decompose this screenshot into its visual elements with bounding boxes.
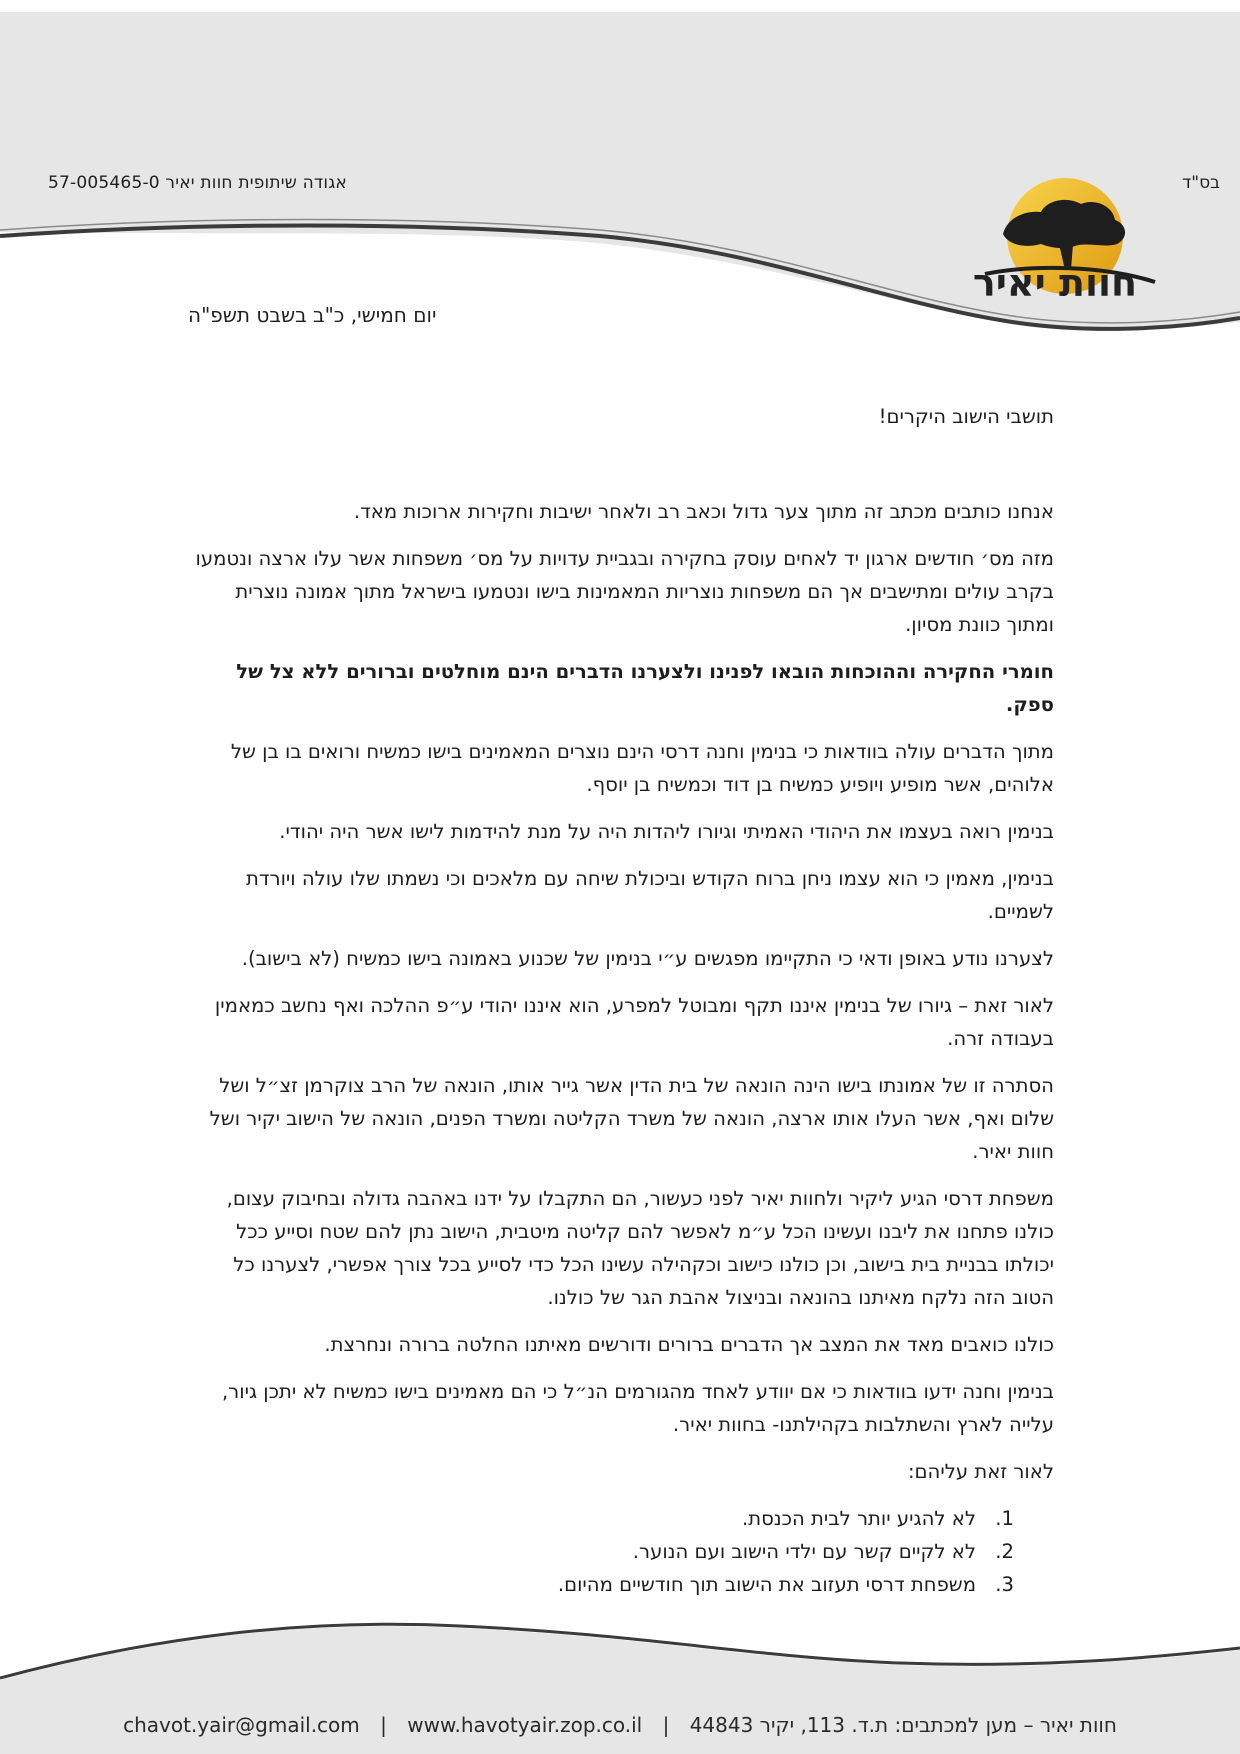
list-item-text: לא לקיים קשר עם ילדי הישוב ועם הנוער. [632,1540,976,1563]
bsd-mark: בס"ד [1182,173,1220,193]
demands-list [190,1502,1054,1601]
list-item-number: 1. [995,1507,1014,1530]
paragraph: לאור זאת – גיורו של בנימין איננו תקף ומבוטל למפרע, הוא איננו יהודי ע״פ ההלכה ואף נחשב כמאמין בעבודה זרה. [214,994,1054,1050]
letter-body [190,400,1054,1601]
paragraph: מזה מס׳ חודשים ארגון יד לאחים עוסק בחקירה ובגביית עדויות על מס׳ משפחות אשר עלו ארצה ונטמעו בקרב עולים ומתישבים אך הם משפחות נוצריות המאמינות בישו ונטמעו בישראל מתוך אמונה נוצרית ומתוך כוונת מסיון. [195,547,1054,636]
paragraph: מתוך הדברים עולה בוודאות כי בנימין וחנה דרסי הינם נוצרים המאמינים בישו כמשיח ורואים בו בן של אלוהים, אשר מופיע ויופיע כמשיח בן דוד וכמשיח בן יוסף. [230,740,1054,796]
paragraph: בנימין רואה בעצמו את היהודי האמיתי וגיורו ליהדות היה על מנת להידמות לישו אשר היה יהודי. [279,820,1054,843]
paragraph: בנימין, מאמין כי הוא עצמו ניחן ברוח הקודש וביכולת שיחה עם מלאכים וכי נשמתו שלו עולה ויורדת לשמיים. [245,867,1054,923]
list-item-text: לא להגיע יותר לבית הכנסת. [741,1507,976,1530]
paragraph-bold: חומרי החקירה וההוכחות הובאו לפנינו ולצערנו הדברים הינם מוחלטים וברורים ללא צל של ספק. [236,660,1054,716]
list-item-number: 3. [995,1573,1014,1596]
list-item [190,1568,1014,1601]
paragraph: בנימין וחנה ידעו בוודאות כי אם יוודע לאחד מהגורמים הנ״ל כי הם מאמינים בישו כמשיח לא יתכן גיור, עלייה לארץ והשתלבות בקהילתנו- בחוות יאיר. [221,1380,1054,1436]
footer-email[interactable]: chavot.yair@gmail.com [123,1713,360,1737]
letter-date: יום חמישי, כ"ב בשבט תשפ"ה [188,303,437,327]
list-item [190,1535,1014,1568]
list-item-text: משפחת דרסי תעזוב את הישוב תוך חודשיים מהיום. [557,1573,976,1596]
paragraph: אנחנו כותבים מכתב זה מתוך צער גדול וכאב רב ולאחר ישיבות וחקירות ארוכות מאד. [353,500,1054,523]
list-item-number: 2. [995,1540,1014,1563]
paragraph: משפחת דרסי הגיע ליקיר ולחוות יאיר לפני כעשור, הם התקבלו על ידנו באהבה גדולה ובחיבוק עצום, כולנו פתחנו את ליבנו ועשינו הכל ע״מ לאפשר להם קליטה מיטבית, הישוב נתן להם שטח וסייע ככל יכולתו בבניית בית בישוב, וכן כולנו כישוב וכקהילה עשינו הכל כדי לסייע בכל צורך אפשרי, לצערנו כל הטוב הזה נלקח מאיתנו בהונאה ובניצול אהבת הגר של כולנו. [226,1187,1054,1309]
footer-website[interactable]: www.havotyair.zop.co.il [407,1713,643,1737]
paragraph: לצערנו נודע באופן ודאי כי התקיימו מפגשים ע״י בנימין של שכנוע באמונה בישו כמשיח (לא בישוב). [241,947,1054,970]
letter-footer [0,1713,1240,1737]
association-registration: אגודה שיתופית חוות יאיר 57-005465-0 [48,173,347,193]
letter-greeting: תושבי הישוב היקרים! [878,405,1054,428]
footer-separator: | [662,1713,670,1737]
logo-text: חוות יאיר [972,261,1138,305]
paragraph: הסתרה זו של אמונתו בישו הינה הונאה של בית הדין אשר גייר אותו, הונאה של הרב צוקרמן זצ״ל ושל שלום ואף, אשר העלו אותו ארצה, הונאה של משרד הקליטה ומשרד הפנים, הונאה של הישוב יקיר ושל חוות יאיר. [209,1074,1054,1163]
paragraph: כולנו כואבים מאד את המצב אך הדברים ברורים ודורשים מאיתנו החלטה ברורה ונחרצת. [324,1333,1054,1356]
footer-address: חוות יאיר – מען למכתבים: ת.ד. 113, יקיר 44843 [689,1713,1117,1737]
list-item [190,1502,1014,1535]
havot-yair-logo [955,178,1170,308]
footer-separator: | [380,1713,387,1737]
paragraph: לאור זאת עליהם: [907,1460,1054,1483]
